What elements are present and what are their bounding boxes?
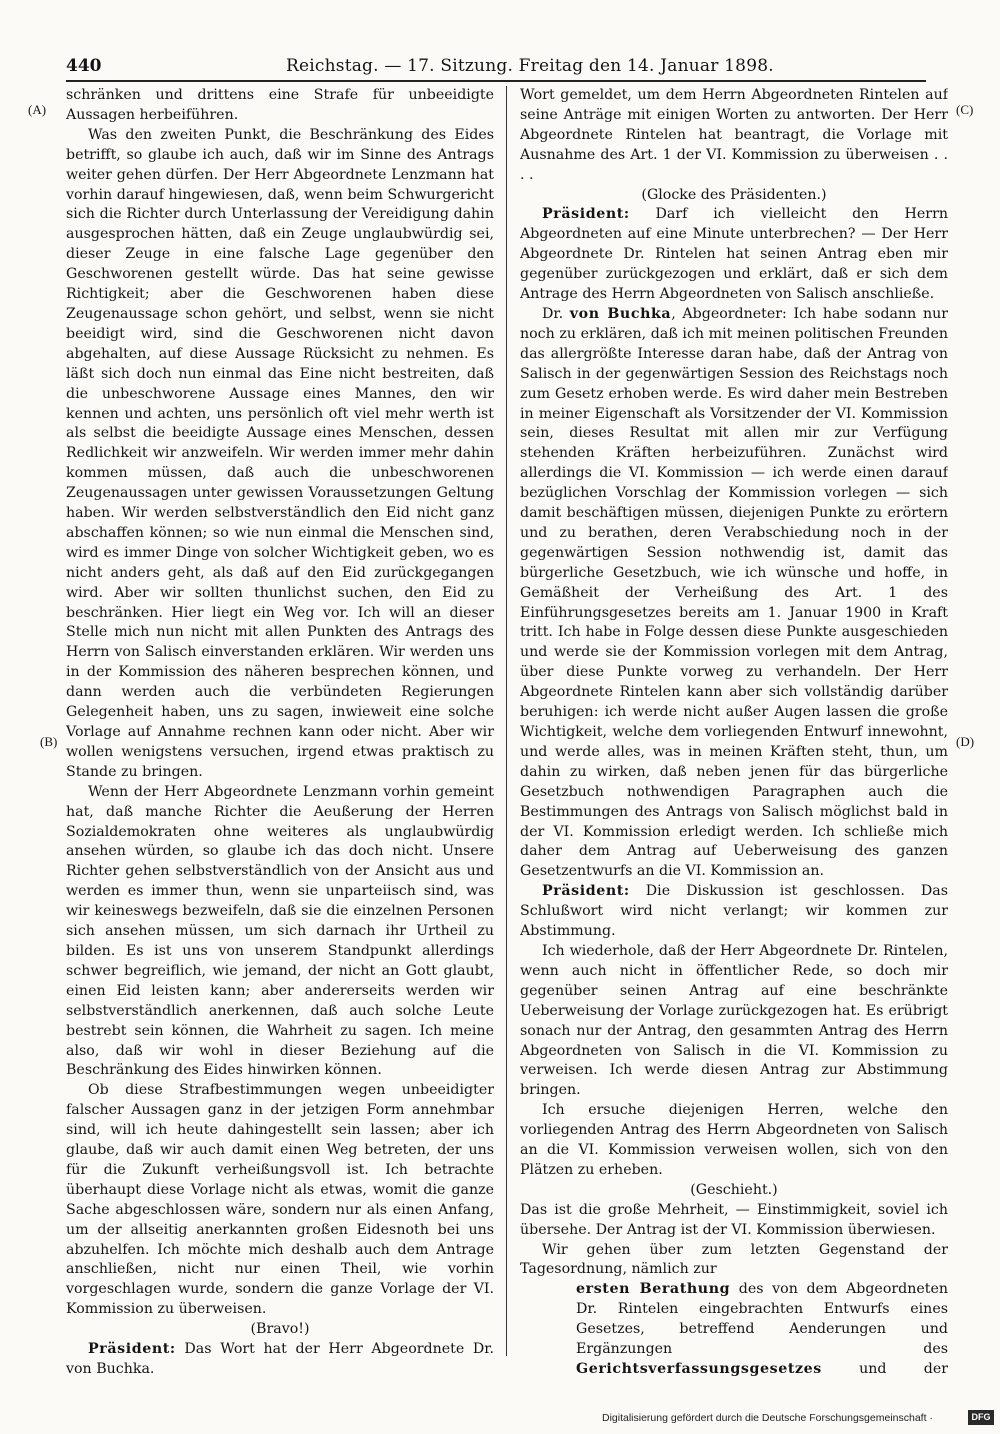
interjection: (Bravo!) <box>250 1321 310 1338</box>
speaker-paragraph <box>520 882 948 942</box>
header-rule <box>66 80 926 82</box>
paragraph: Ich ersuche diejenigen Herren, welche den vorliegenden Antrag des Herrn Abgeordneten von Salisch an die VI. Kommission verweisen wollen, sich von den Plätzen zu erheben. <box>520 1102 948 1178</box>
paragraph: Was den zweiten Punkt, die Beschränkung des Eides betrifft, so glaube ich auch, daß wir im Sinne des Antrags weiter gehen dürfen. Der Herr Abgeordnete Lenzmann hat vorhin darauf hingewiesen, daß, wenn beim Schwurgericht sich die Richter durch Unterlassung der Vereidigung dahin ausgesprochen hätten, daß ein Zeuge unglaubwürdig sei, dieser Zeuge in eine falsche Lage gegenüber den Geschworenen gestellt würde. Das hat seine gewisse Richtigkeit; aber die Geschworenen haben diese Zeugenaussage schon gehört, und selbst, wenn sie nicht beeidigt wird, sind die Geschworenen nicht davon abgehalten, auf diese Aussage Rücksicht zu nehmen. Es läßt sich doch nun einmal das Eine nicht bestreiten, daß die unbeschworene Aussage eines Mannes, den wir kennen und achten, uns persönlich oft viel mehr werth ist als selbst die beeidigte Aussage eines Menschen, dessen Redlichkeit wir anzweifeln. Wir werden immer mehr dahin kommen müssen, daß auch die unbeschworenen Zeugenaussagen unter gewissen Voraussetzungen Geltung haben. Wir werden selbstverständlich den Eid nicht ganz abschaffen können; so wie nun einmal die Menschen sind, wird es immer Dinge von solcher Wichtigkeit geben, wo es nicht anders geht, als daß auf den Eid zurückgegangen wird. Aber wir sollten thunlichst suchen, den Eid zu beschränken. Hier liegt ein Weg vor. Ich will an dieser Stelle mich nun nicht mit allen Punkten des Antrags des Herrn von Salisch einverstanden erklären. Wir werden uns in der Kommission des näheren besprechen können, und dann werden auch die verbündeten Regierungen Gelegenheit haben, uns zu sagen, inwieweit eine solche Vorlage auf Annahme rechnen kann oder nicht. Aber wir wollen wenigstens versuchen, irgend etwas praktisch zu Stande zu bringen. <box>66 126 494 780</box>
speech-text: Die Diskussion ist geschlossen. Das Schlußwort wird nicht verlangt; wir kommen zur Abstimmung. <box>520 883 948 940</box>
paragraph: schränken und drittens eine Strafe für unbeeidigte Aussagen herbeiführen. <box>66 87 494 123</box>
margin-mark-b: (B) <box>40 734 58 749</box>
speaker-paragraph <box>520 305 948 882</box>
speaker-name: von Buchka <box>569 305 672 322</box>
agenda-item <box>576 1280 948 1376</box>
page-number: 440 <box>66 56 102 76</box>
agenda-text: und der <box>821 1361 948 1376</box>
speech-text: Das Wort hat der Herr Abgeordnete Dr. von Buchka. <box>66 1341 494 1376</box>
agenda-text: des von dem Abgeordneten Dr. Rintelen eingebrachten Entwurfs eines Gesetzes, betreffend Aenderungen und Ergänzungen des <box>576 1281 948 1358</box>
interjection: (Glocke des Präsidenten.) <box>641 186 827 203</box>
paragraph: Ich wiederhole, daß der Herr Abgeordnete Dr. Rintelen, wenn auch nicht in öffentlicher Rede, so doch mir gegenüber seinen Antrag auf eine beschränkte Ueberweisung der Vorlage zurückgezogen hat. Es erübrigt sonach nur der Antrag, den gesammten Antrag des Herrn Abgeordneten von Salisch in die VI. Kommission zu verweisen. Ich werde diesen Antrag zur Abstimmung bringen. <box>520 942 948 1099</box>
right-column <box>520 86 948 1376</box>
left-column <box>66 86 494 1376</box>
speech-text: , Abgeordneter: Ich habe sodann nur noch zu erklären, daß ich mit meinen politischen Freunden das allergrößte Interesse daran habe, daß der Antrag von Salisch in der gegenwärtigen Session des Reichstags noch zum Gesetz erhoben werde. Es wird daher mein Bestreben in meiner Eigenschaft als Vorsitzender der VI. Kommission sein, dieses Resultat mit allen mir zur Verfügung stehenden Kräften herbeizuführen. Zunächst wird allerdings die VI. Kommission — ich werde einen darauf bezüglichen Vorschlag der Kommission vorlegen — sich damit beschäftigen müssen, diejenigen Punkte zu erörtern und zu berathen, deren Verabschiedung noch in der gegenwärtigen Session nothwendig ist, damit das bürgerliche Gesetzbuch, wie ich wünsche und hoffe, in Gemäßheit der Verheißung des Art. 1 des Einführungsgesetzes bereits am 1. Januar 1900 in Kraft tritt. Ich habe in Folge dessen diese Punkte ausgeschieden und werde sie der Kommission vorlegen mit dem Antrag, über diese Punkte vorweg zu verhandeln. Der Herr Abgeordnete Rintelen kann aber sich vollständig darüber beruhigen: ich werde nicht außer Augen lassen die große Wichtigkeit, welche dem vorliegenden Entwurf innewohnt, und werde alles, was in meinen Kräften steht, thun, um dahin zu wirken, daß neben jenen für das bürgerliche Gesetzbuch nothwendigen Paragraphen auch die Bestimmungen des Antrags von Salisch möglichst bald in der VI. Kommission erledigt werden. Ich schließe mich daher dem Antrag auf Ueberweisung des ganzen Gesetzentwurfs an die VI. Kommission an. <box>520 305 948 880</box>
margin-mark-c: (C) <box>956 102 974 117</box>
speaker-label: Präsident: <box>542 206 630 223</box>
speaker-label: Präsident: <box>542 883 630 900</box>
speech-text: Darf ich vielleicht den Herrn Abgeordneten auf eine Minute unterbrechen? — Der Herr Abgeordnete Dr. Rintelen hat seinen Antrag eben mir gegenüber zurückgezogen und erklärt, daß er sich dem Antrage des Herrn Abgeordneten von Salisch anschließe. <box>520 206 948 303</box>
speaker-paragraph <box>520 205 948 305</box>
speaker-label: Präsident: <box>88 1341 176 1358</box>
paragraph: Wir gehen über zum letzten Gegenstand der Tagesordnung, nämlich zur <box>520 1241 948 1278</box>
margin-mark-a: (A) <box>28 102 47 117</box>
dfg-logo: DFG <box>968 1410 994 1425</box>
paragraph: Das ist die große Mehrheit, — Einstimmigkeit, soviel ich übersehe. Der Antrag ist der VI. Kommission überwiesen. <box>520 1201 948 1238</box>
paragraph: Wort gemeldet, um dem Herrn Abgeordneten Rintelen auf seine Anträge mit einigen Worten zu antworten. Der Herr Abgeordnete Rintelen hat beantragt, die Vorlage mit Ausnahme des Art. 1 der VI. Kommission zu überweisen . . . . <box>520 87 948 183</box>
column-divider <box>506 86 507 1356</box>
agenda-bold: ersten Berathung <box>576 1281 731 1298</box>
speaker-title: Dr. <box>542 305 570 322</box>
paragraph: Ob diese Strafbestimmungen wegen unbeeidigter falscher Aussagen ganz in der jetzigen Form annehmbar sind, will ich heute dahingestellt sein lassen; aber ich glaube, daß wir auch damit einen Weg betreten, der uns für die Zukunft verheißungsvoll ist. Ich betrachte überhaupt diese Vorlage nicht als etwas, womit die ganze Sache abgeschlossen wäre, sondern nur als einen Anfang, um der allseitig anerkannten großen Eidesnoth bei uns abzuhelfen. Ich möchte mich deshalb auch dem Antrage anschließen, nicht nur einen Theil, wie vorhin vorgeschlagen wurde, sondern die ganze Vorlage der VI. Kommission zu überweisen. <box>66 1082 494 1318</box>
paragraph: Wenn der Herr Abgeordnete Lenzmann vorhin gemeint hat, daß manche Richter die Aeußerung der Herren Sozialdemokraten ohne weiteres als unglaubwürdig ansehen würden, so glaube ich das doch nicht. Unsere Richter gehen selbstverständlich von der Ansicht aus und werden es immer thun, wenn sie unparteiisch sind, was wir keineswegs bezweifeln, daß sie die einzelnen Personen sich ansehen müssen, um sich darnach ihr Urtheil zu bilden. Es ist uns von unserem Standpunkt allerdings schwer begreiflich, wie jemand, der nicht an Gott glaubt, einen Eid leisten kann; aber andererseits werden wir selbstverständlich anerkennen, daß auch solche Leute bestrebt sein können, die Wahrheit zu sagen. Ich meine also, daß wir wohl in dieser Beziehung auf die Beschränkung des Eides hinwirken können. <box>66 783 494 1079</box>
running-title: Reichstag. — 17. Sitzung. Freitag den 14. Januar 1898. <box>286 56 774 76</box>
agenda-bold: Gerichtsverfassungsgesetzes <box>576 1361 822 1376</box>
digitization-credit: Digitalisierung gefördert durch die Deutsche Forschungsgemeinschaft · <box>602 1412 933 1424</box>
interjection: (Geschieht.) <box>690 1181 778 1198</box>
margin-mark-d: (D) <box>956 734 975 749</box>
page-header <box>66 54 926 80</box>
speaker-paragraph <box>66 1340 494 1376</box>
